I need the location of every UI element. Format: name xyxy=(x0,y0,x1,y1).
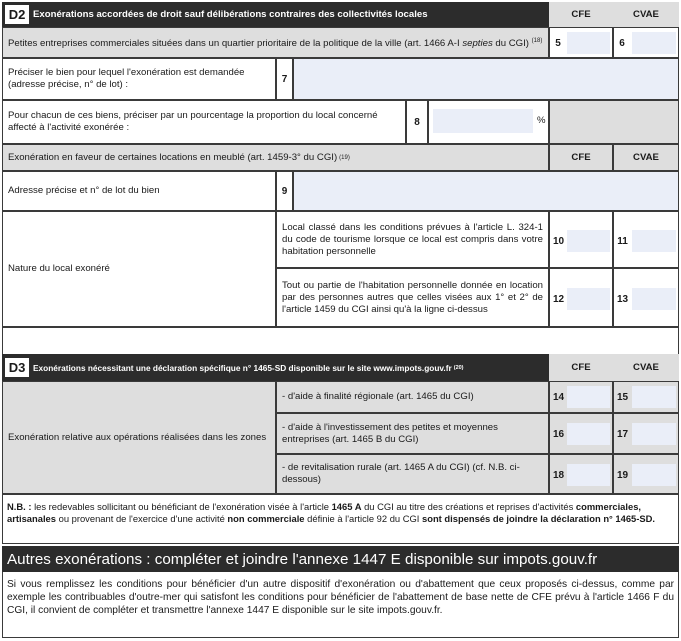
meuble-opt2-cfe-cell xyxy=(549,268,613,327)
cfe-input-16[interactable] xyxy=(567,423,610,445)
d3-opt1-cvae-cell xyxy=(613,381,679,413)
cvae-input-11[interactable] xyxy=(632,230,676,252)
d2-row3-label xyxy=(2,100,406,144)
field-number-9: 9 xyxy=(276,171,293,211)
cfe-input-10[interactable] xyxy=(567,230,610,252)
d3-col-cfe: CFE xyxy=(549,354,613,381)
d2-row3-filler xyxy=(549,100,679,144)
field-number-6: 6 xyxy=(619,37,625,49)
d3-opt2-cfe-cell xyxy=(549,413,613,454)
address-input-9[interactable] xyxy=(293,171,679,211)
d3-opt3-cfe-cell xyxy=(549,454,613,494)
meuble-opt1-cfe-cell xyxy=(549,211,613,268)
field-number-19: 19 xyxy=(616,469,629,481)
field-number-7: 7 xyxy=(276,58,293,100)
nb-text-1: les redevables sollicitant ou bénéficiant de l'exonération visée à l'article xyxy=(31,501,332,512)
meuble-col-cfe: CFE xyxy=(549,144,613,171)
d2-row1-label xyxy=(2,27,549,58)
d2-row2-text: Préciser le bien pour lequel l'exonération est demandée (adresse précise, n° de lot) : xyxy=(8,67,245,90)
nb-text-4: définie à l'article 92 du CGI xyxy=(304,513,423,524)
d3-opt2-cvae-cell xyxy=(613,413,679,454)
d3-zones-label xyxy=(2,381,276,494)
nb-label: N.B. : xyxy=(7,501,32,512)
field-number-14: 14 xyxy=(552,391,565,403)
autres-title: Autres exonérations : compléter et joindre l'annexe 1447 E disponible sur impots.gouv.fr xyxy=(7,550,598,568)
autres-header xyxy=(2,546,679,572)
d3-opt1-cfe-cell xyxy=(549,381,613,413)
d3-opt2 xyxy=(276,413,549,454)
d2-row3-input-cell xyxy=(428,100,549,144)
d3-opt3-text: - de revitalisation rurale (art. 1465 A du CGI) (cf. N.B. ci-dessous) xyxy=(282,462,520,485)
field-number-13: 13 xyxy=(616,293,629,305)
field-number-16: 16 xyxy=(552,428,565,440)
d2-title: Exonérations accordées de droit sauf délibérations contraires des collectivités locales xyxy=(33,9,428,20)
d3-opt3 xyxy=(276,454,549,494)
meuble-opt2 xyxy=(276,268,549,327)
d2-row1-num-cfe-cell xyxy=(549,27,613,58)
meuble-nature-label xyxy=(2,211,276,327)
cvae-input-17[interactable] xyxy=(632,423,676,445)
d2-row1-footnote: (18) xyxy=(531,37,543,44)
field-number-8: 8 xyxy=(406,100,428,144)
meuble-opt2-text: Tout ou partie de l'habitation personnelle donnée en location par des personnes autres que celles visées aux 1° et 2° de l'article 1459 du CGI ainsi qu'à la ligne ci-dessus xyxy=(282,279,543,315)
meuble-title: Exonération en faveur de certaines locations en meublé (art. 1459-3° du CGI) xyxy=(8,151,338,163)
d2-header xyxy=(2,2,549,27)
d3-col-cvae: CVAE xyxy=(613,354,679,381)
d3-title: Exonérations nécessitant une déclaration spécifique n° 1465-SD disponible sur le site www.impots.gouv.fr xyxy=(33,362,452,373)
nb-bold-3: non commerciale xyxy=(227,513,305,524)
d3-zones-text: Exonération relative aux opérations réalisées dans les zones xyxy=(8,431,267,443)
cfe-input-12[interactable] xyxy=(567,288,610,310)
d3-opt2-text: - d'aide à l'investissement des petites et moyennes entreprises (art. 1465 B du CGI) xyxy=(282,421,498,445)
autres-body xyxy=(2,572,679,638)
cvae-input-19[interactable] xyxy=(632,464,676,486)
nb-bold-2: commerciales, artisanales xyxy=(7,501,642,524)
d2-badge: D2 xyxy=(5,5,29,24)
cvae-input-15[interactable] xyxy=(632,386,676,408)
field-number-15: 15 xyxy=(616,391,629,403)
percent-input-8[interactable] xyxy=(433,109,533,133)
field-number-12: 12 xyxy=(552,293,565,305)
d3-opt1 xyxy=(276,381,549,413)
field-number-11: 11 xyxy=(617,235,628,247)
address-input-7[interactable] xyxy=(293,58,679,100)
field-number-5: 5 xyxy=(555,37,561,49)
d2-row2-label xyxy=(2,58,276,100)
meuble-opt2-cvae-cell xyxy=(613,268,679,327)
field-number-10: 10 xyxy=(552,235,565,247)
percent-unit: % xyxy=(537,115,546,126)
d3-opt1-text: - d'aide à finalité régionale (art. 1465 du CGI) xyxy=(282,391,474,402)
d2-row3-text: Pour chacun de ces biens, préciser par un pourcentage la proportion du local concerné affecté à l'activité exonérée : xyxy=(8,110,378,133)
d2-row1-text-a: Petites entreprises commerciales situées dans un quartier prioritaire de la politique de la ville (art. 1466 A-I xyxy=(8,38,463,50)
nb-text-2: du CGI au titre des créations et reprises d'activités xyxy=(361,501,576,512)
d2-row1-num-cvae-cell xyxy=(613,27,679,58)
meuble-col-cvae: CVAE xyxy=(613,144,679,171)
cvae-input-6[interactable] xyxy=(632,32,676,54)
d3-opt3-cvae-cell xyxy=(613,454,679,494)
d3-footnote: (20) xyxy=(453,364,464,371)
nb-bold-1: 1465 A xyxy=(331,501,362,512)
nb-text-3: ou provenant de l'exercice d'une activité xyxy=(56,513,228,524)
d2-col-cvae: CVAE xyxy=(613,2,679,27)
cfe-input-5[interactable] xyxy=(567,32,610,54)
d3-badge: D3 xyxy=(5,358,29,377)
meuble-header xyxy=(2,144,549,171)
meuble-opt1-text: Local classé dans les conditions prévues à l'article L. 324-1 du code de tourisme lorsque ce local est compris dans votre habitation personnelle xyxy=(282,221,543,257)
field-number-17: 17 xyxy=(616,428,629,440)
d2-row1-text-b: du CGI) xyxy=(492,38,532,50)
cvae-input-13[interactable] xyxy=(632,288,676,310)
nb-note xyxy=(2,494,679,544)
field-number-18: 18 xyxy=(552,469,565,481)
cfe-input-18[interactable] xyxy=(567,464,610,486)
nb-bold-4: sont dispensés de joindre la déclaration n° 1465-SD. xyxy=(422,513,655,524)
d3-header xyxy=(2,354,549,381)
meuble-nature-text: Nature du local exonéré xyxy=(8,263,110,274)
meuble-address-label xyxy=(2,171,276,211)
meuble-footnote: (19) xyxy=(339,154,350,161)
meuble-address-text: Adresse précise et n° de lot du bien xyxy=(8,185,160,196)
d2-col-cfe: CFE xyxy=(549,2,613,27)
meuble-opt1 xyxy=(276,211,549,268)
cfe-input-14[interactable] xyxy=(567,386,610,408)
autres-body-text: Si vous remplissez les conditions pour bénéficier d'un autre dispositif d'exonération ou d'abattement que ceux proposés ci-dessus, comme par exemple les contribuables d'outre-mer qui satisfont les conditions pour bénéficier de l'abattement de base nette de CFE prévu à l'article 1466 F du CGI, il convient de compléter et transmettre l'annexe 1447 E disponible sur le site impots.gouv.fr. xyxy=(7,579,674,616)
d2-row1-text-italic: septies xyxy=(462,38,493,50)
spacer-row xyxy=(2,327,679,354)
meuble-opt1-cvae-cell xyxy=(613,211,679,268)
